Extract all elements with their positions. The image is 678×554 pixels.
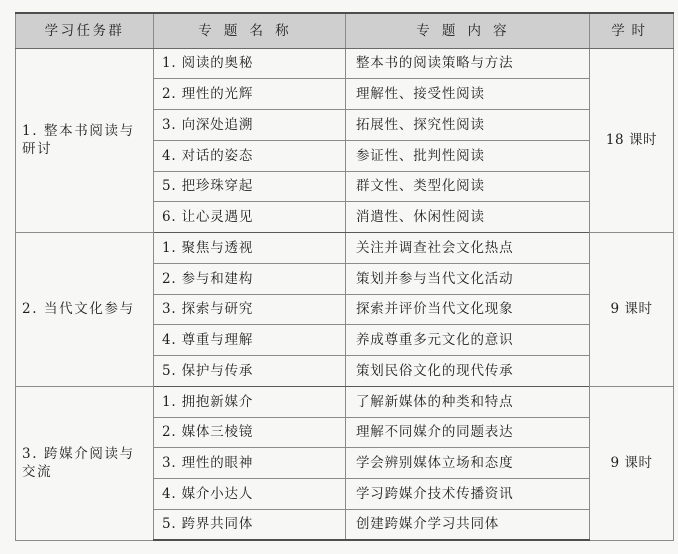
content-cell: 学习跨媒介技术传播资讯 <box>346 479 590 510</box>
topic-cell: 2. 媒体三棱镜 <box>154 417 346 448</box>
content-cell: 理解性、接受性阅读 <box>346 79 590 110</box>
table-row <box>16 233 674 264</box>
content-cell: 参证性、批判性阅读 <box>346 140 590 171</box>
content-cell: 养成尊重多元文化的意识 <box>346 325 590 356</box>
content-cell: 整本书的阅读策略与方法 <box>346 48 590 79</box>
topic-cell: 5. 跨界共同体 <box>154 509 346 540</box>
topic-cell: 4. 对话的姿态 <box>154 140 346 171</box>
content-cell: 策划民俗文化的现代传承 <box>346 356 590 387</box>
topic-cell: 1. 拥抱新媒介 <box>154 386 346 417</box>
hours-cell: 9 课时 <box>590 233 674 387</box>
header-topic-content: 专题内容 <box>346 13 590 48</box>
course-table <box>15 12 674 541</box>
hours-cell: 9 课时 <box>590 386 674 540</box>
content-cell: 群文性、类型化阅读 <box>346 171 590 202</box>
topic-cell: 5. 保护与传承 <box>154 356 346 387</box>
hours-cell: 18 课时 <box>590 48 674 233</box>
topic-cell: 3. 探索与研究 <box>154 294 346 325</box>
topic-cell: 3. 理性的眼神 <box>154 448 346 479</box>
task-group-cell: 1. 整本书阅读与研讨 <box>16 48 154 233</box>
topic-cell: 1. 阅读的奥秘 <box>154 48 346 79</box>
header-row <box>16 13 674 48</box>
topic-cell: 5. 把珍珠穿起 <box>154 171 346 202</box>
topic-cell: 6. 让心灵遇见 <box>154 202 346 233</box>
content-cell: 学会辨别媒体立场和态度 <box>346 448 590 479</box>
course-table-sheet <box>15 12 673 542</box>
topic-cell: 2. 理性的光辉 <box>154 79 346 110</box>
topic-cell: 4. 尊重与理解 <box>154 325 346 356</box>
table-row <box>16 48 674 79</box>
content-cell: 理解不同媒介的同题表达 <box>346 417 590 448</box>
topic-cell: 2. 参与和建构 <box>154 263 346 294</box>
content-cell: 拓展性、探究性阅读 <box>346 110 590 141</box>
table-row <box>16 386 674 417</box>
content-cell: 创建跨媒介学习共同体 <box>346 509 590 540</box>
content-cell: 消遣性、休闲性阅读 <box>346 202 590 233</box>
content-cell: 策划并参与当代文化活动 <box>346 263 590 294</box>
topic-cell: 1. 聚焦与透视 <box>154 233 346 264</box>
topic-cell: 3. 向深处追溯 <box>154 110 346 141</box>
content-cell: 了解新媒体的种类和特点 <box>346 386 590 417</box>
task-group-cell: 3. 跨媒介阅读与交流 <box>16 386 154 540</box>
header-hours: 学时 <box>590 13 674 48</box>
header-topic-name: 专题名称 <box>154 13 346 48</box>
content-cell: 探索并评价当代文化现象 <box>346 294 590 325</box>
content-cell: 关注并调查社会文化热点 <box>346 233 590 264</box>
task-group-cell: 2. 当代文化参与 <box>16 233 154 387</box>
topic-cell: 4. 媒介小达人 <box>154 479 346 510</box>
header-task-group: 学习任务群 <box>16 13 154 48</box>
